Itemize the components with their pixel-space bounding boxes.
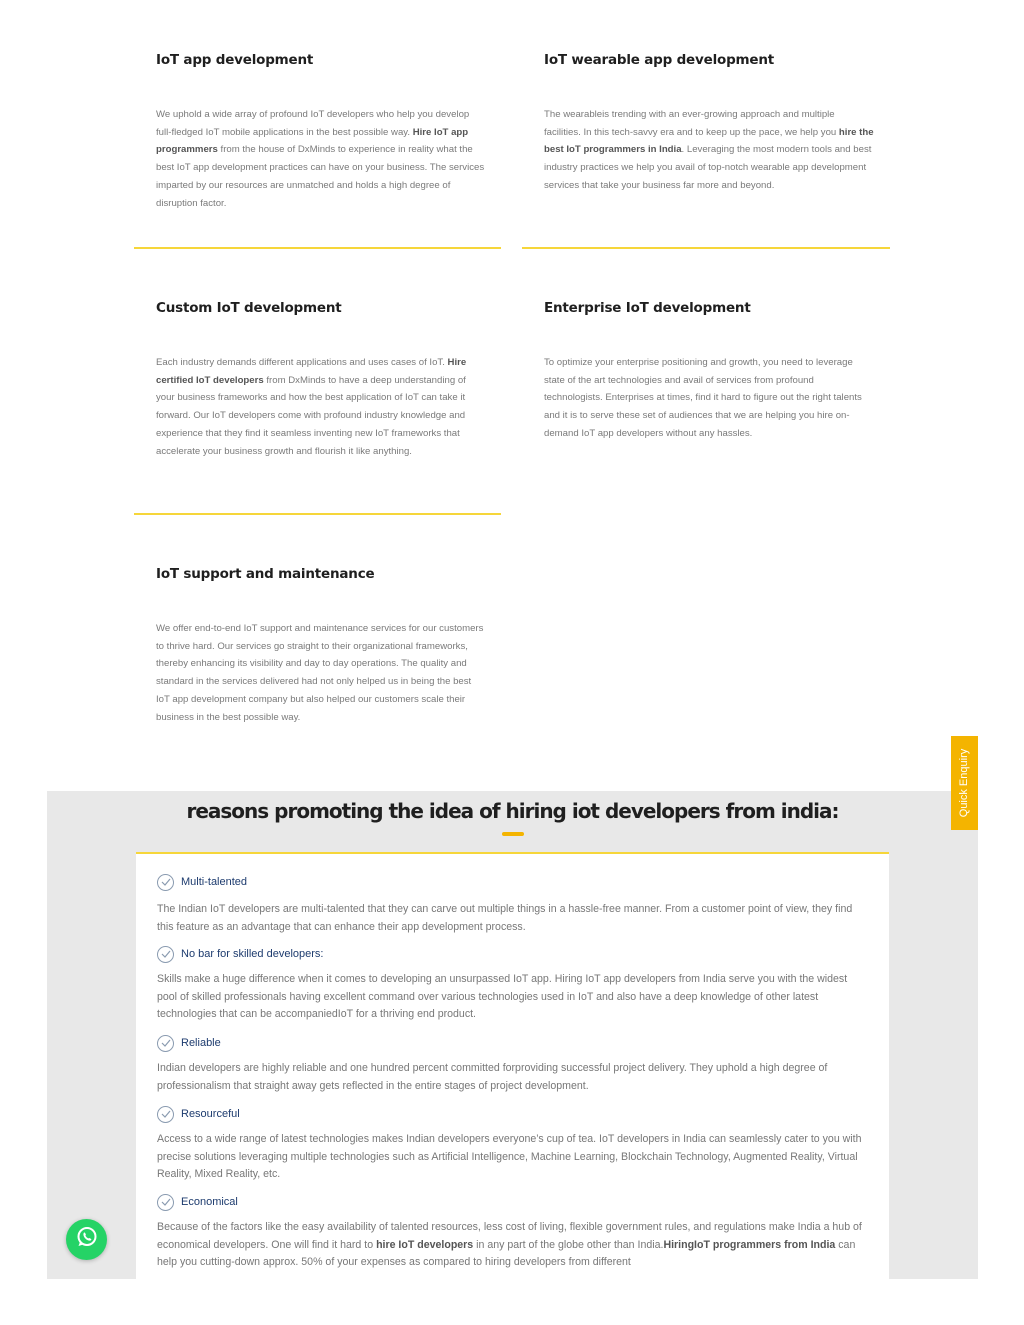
- check-circle-icon: [157, 1035, 174, 1052]
- card-title: IoT app development: [156, 52, 314, 68]
- reason-item-header: [157, 1033, 221, 1053]
- reason-text: [157, 971, 869, 1024]
- check-circle-icon: [157, 874, 174, 891]
- card-body: [156, 106, 486, 212]
- highlighted-text: Hire certified IoT developers: [156, 357, 467, 386]
- reasons-panel: [136, 852, 889, 1279]
- card-body: [156, 620, 486, 726]
- check-circle-icon: [157, 946, 174, 963]
- reasons-heading: reasons promoting the idea of hiring iot developers from india:: [186, 799, 839, 823]
- card-title: IoT wearable app development: [544, 52, 775, 68]
- service-card: [522, 30, 890, 249]
- highlighted-text: hire the best IoT programmers in India: [544, 126, 874, 156]
- check-circle-icon: [157, 1106, 174, 1123]
- quick-enquiry-label: Quick Enquiry: [958, 748, 971, 818]
- whatsapp-icon: [75, 1225, 99, 1254]
- reason-item-header: [157, 1192, 238, 1212]
- quick-enquiry-tab[interactable]: [951, 736, 978, 830]
- card-title: Custom IoT development: [156, 300, 342, 316]
- reason-text: [157, 1219, 869, 1272]
- highlighted-text: Hire IoT app programmers: [156, 126, 469, 156]
- text-segment: Because of the factors like the easy availability of talented resources, less cost of living, flexible government rules, and regulations make India a hub of economical developers. One will find it hard to: [157, 1221, 862, 1251]
- text-segment: in any part of the globe other than India.: [473, 1238, 664, 1251]
- text-segment: We offer end-to-end IoT support and maintenance services for our customers to thrive hard. Our services go straight to their organizational frameworks, thereby enhancing its visibility and day to day operations. The quality and standard in the services delivered had not only helped us in being the best IoT app development company but also helped our customers scale their business in the best possible way.: [156, 623, 484, 723]
- reason-text: [157, 901, 869, 936]
- service-card: [134, 544, 501, 780]
- text-segment: can help you cutting-down approx. 50% of your expenses as compared to hiring developers from different: [157, 1238, 856, 1269]
- reason-item-header: [157, 1104, 240, 1124]
- reason-title: No bar for skilled developers:: [181, 948, 324, 960]
- highlighted-text: hire IoT developers: [376, 1238, 474, 1251]
- reason-text: [157, 1060, 869, 1095]
- service-card: [134, 30, 501, 249]
- reasons-section: [47, 791, 978, 1279]
- reason-text: [157, 1131, 869, 1184]
- reason-title: Economical: [181, 1196, 238, 1208]
- card-underline: [134, 247, 501, 249]
- text-segment: Each industry demands different applications and uses cases of IoT.: [156, 357, 448, 368]
- text-segment: The Indian IoT developers are multi-talented that they can carve out multiple things in a hassle-free manner. From a customer point of view, they find this feature as an advantage that can enhance their app development process.: [157, 903, 853, 933]
- highlighted-text: HiringIoT programmers from India: [663, 1238, 836, 1251]
- text-segment: Indian developers are highly reliable and one hundred percent committed forproviding successful project delivery. They uphold a high degree of professionalism that straight away gets reflected in the entire stages of project development.: [157, 1062, 828, 1092]
- text-segment: Skills make a huge difference when it comes to developing an unsurpassed IoT app. Hiring IoT app developers from India serve you with the widest pool of skilled professionals having excellent command over various technologies used in IoT and also have a deep knowledge of other latest technologies that can be accompaniedIoT for a thriving end product.: [157, 973, 848, 1021]
- reason-item-header: [157, 944, 323, 964]
- card-body: [156, 354, 486, 460]
- check-circle-icon: [157, 1194, 174, 1211]
- text-segment: from DxMinds to have a deep understanding of your business frameworks and how the best application of IoT can take it forward. Our IoT developers come with profound industry knowledge and experience that they find it seamless inventing new IoT frameworks that accelerate your business growth and flourish it like anything.: [156, 374, 466, 457]
- card-underline: [522, 247, 890, 249]
- reason-title: Multi-talented: [181, 876, 248, 888]
- reason-title: Reliable: [181, 1037, 221, 1049]
- service-card: [134, 278, 501, 515]
- text-segment: The wearableis trending with an ever-growing approach and multiple facilities. In this tech-savvy era and to keep up the pace, we help you: [544, 109, 839, 138]
- reason-item-header: [157, 872, 247, 892]
- heading-underline: [502, 832, 524, 836]
- service-card: [522, 278, 890, 483]
- text-segment: To optimize your enterprise positioning and growth, you need to leverage state of the art technologies and avail of services from profound technologists. Enterprises at times, find it hard to figure out the right talents and it is to serve these set of audiences that we are helping you hire on-demand IoT app developers without any hassles.: [544, 357, 862, 439]
- text-segment: Access to a wide range of latest technologies makes Indian developers everyone’s cup of tea. IoT developers in India can seamlessly cater to you with precise solutions leveraging multiple technologies such as Artificial Intelligence, Machine Learning, Blockchain Technology, Augmented Reality, Virtual Reality, Mixed Reality, etc.: [157, 1133, 862, 1181]
- card-body: [544, 354, 874, 443]
- card-body: [544, 106, 874, 195]
- text-segment: from the house of DxMinds to experience in reality what the best IoT app development practices can have on your business. The services imparted by our resources are unmatched and holds a high degree of disruption factor.: [156, 144, 485, 209]
- reason-title: Resourceful: [181, 1108, 240, 1120]
- card-title: IoT support and maintenance: [156, 566, 375, 582]
- text-segment: . Leveraging the most modern tools and best industry practices we help you avail of top-notch wearable app development services that take your business far more and beyond.: [544, 144, 872, 191]
- card-underline: [134, 513, 501, 515]
- text-segment: We uphold a wide array of profound IoT developers who help you develop full-fledged IoT mobile applications in the best possible way.: [156, 109, 470, 138]
- whatsapp-chat-button[interactable]: [66, 1219, 107, 1260]
- card-title: Enterprise IoT development: [544, 300, 751, 316]
